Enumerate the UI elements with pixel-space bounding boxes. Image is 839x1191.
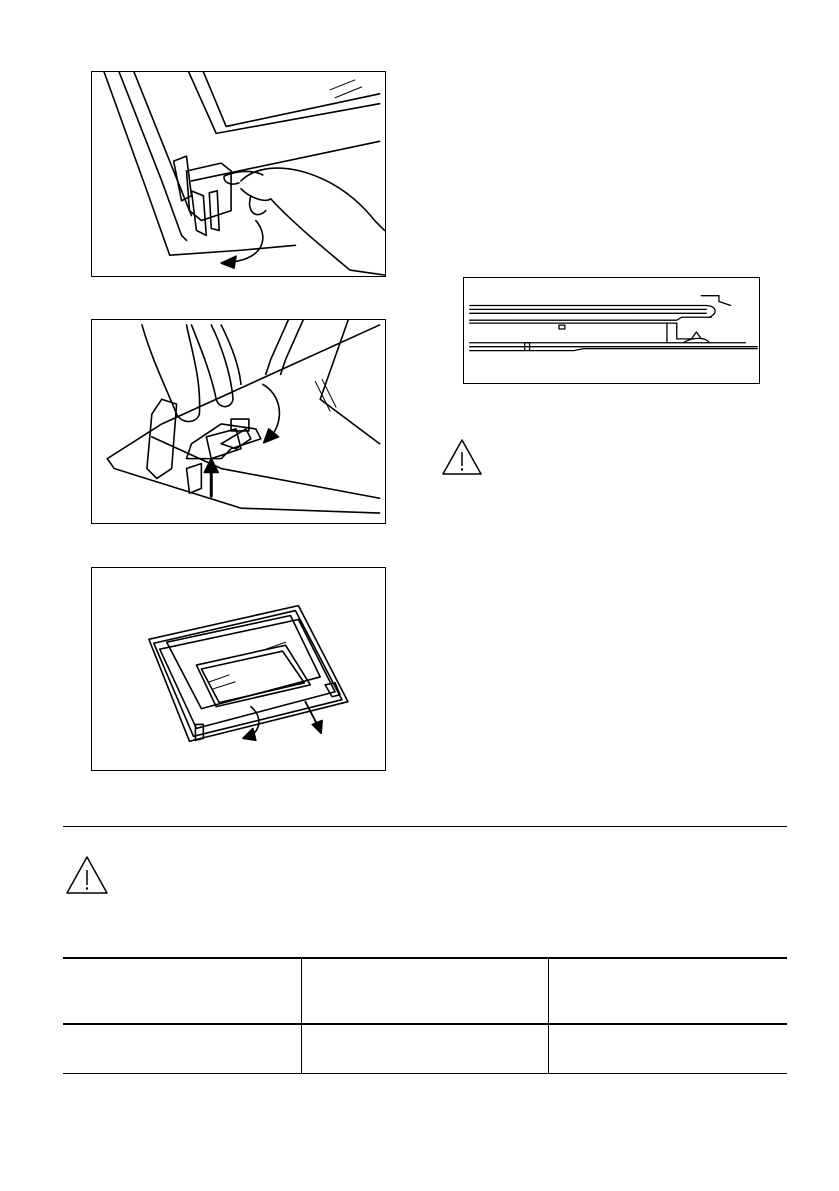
door-hinge-lock-figure — [91, 319, 386, 524]
warning-triangle-icon — [65, 855, 109, 895]
table-header-cell — [63, 958, 302, 1024]
table-cell — [548, 1024, 787, 1073]
door-rail-cross-section-figure — [463, 277, 760, 384]
table-cell — [63, 1024, 302, 1073]
door-hinge-lever-figure — [91, 71, 386, 277]
table-header-cell — [548, 958, 787, 1024]
table-cell — [302, 1024, 548, 1073]
table-row — [63, 1024, 787, 1073]
section-divider — [63, 826, 787, 827]
warning-triangle-icon — [441, 438, 483, 476]
table-header-cell — [302, 958, 548, 1024]
table-header-row — [63, 958, 787, 1024]
door-glass-panel-figure — [91, 567, 386, 771]
specification-table — [63, 957, 787, 1074]
